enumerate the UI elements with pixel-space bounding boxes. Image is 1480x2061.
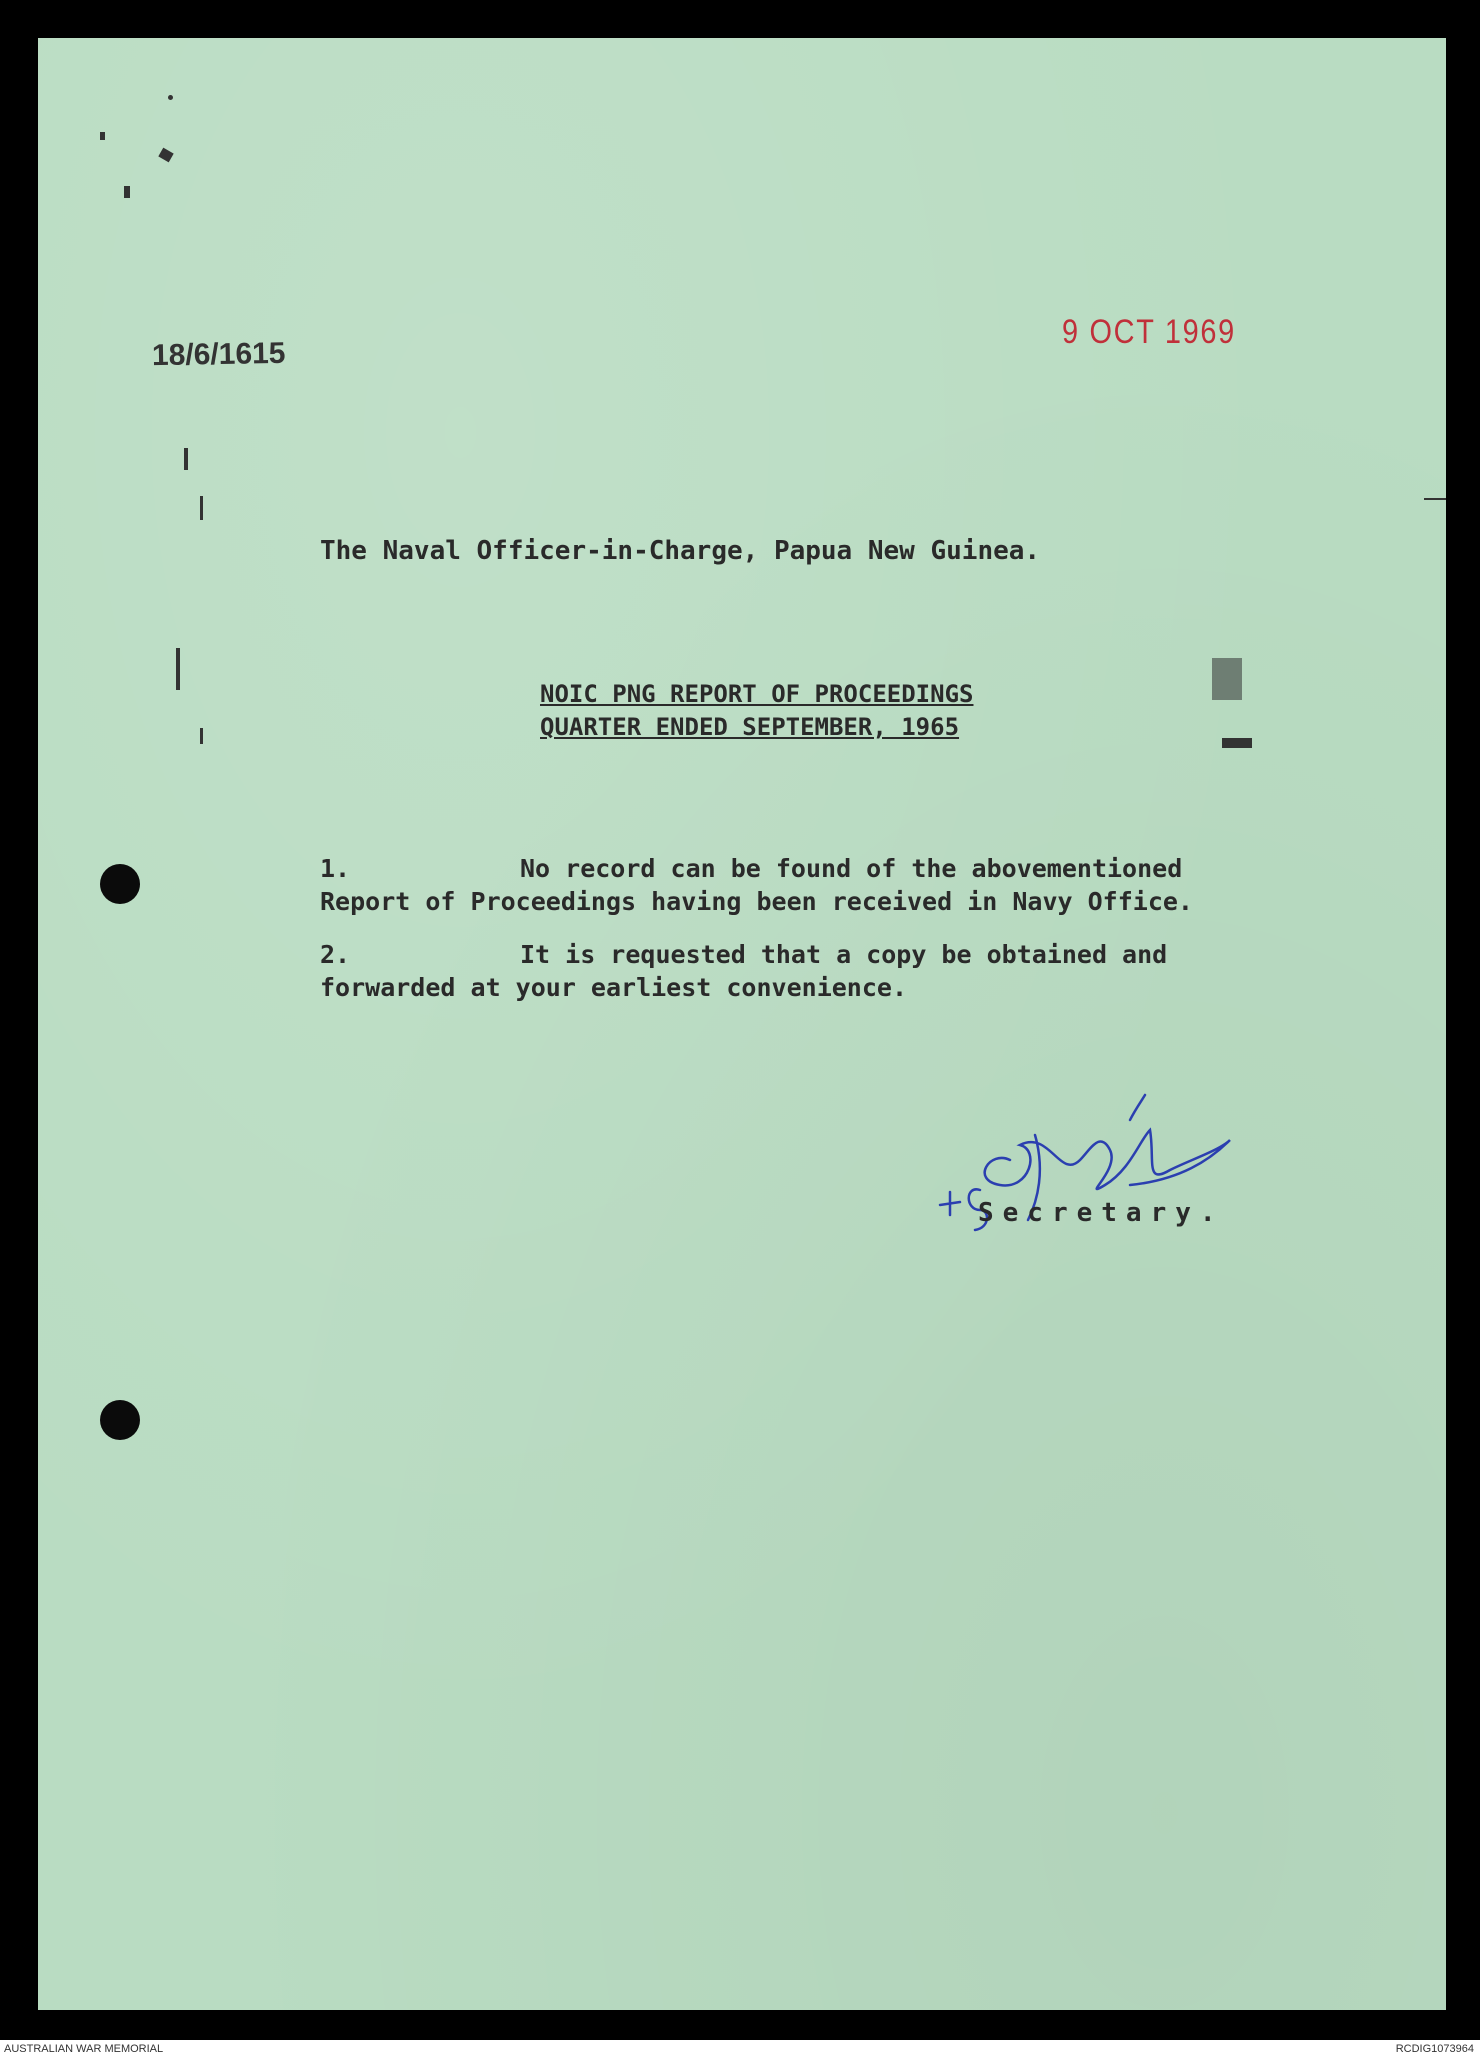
speck-mark <box>176 648 180 690</box>
footer-right-text: RCDIG1073964 <box>1395 2043 1474 2055</box>
speck-mark <box>200 496 203 520</box>
paragraph-2 <box>320 938 1167 1004</box>
speck-mark <box>184 448 188 470</box>
paragraph-continuation: Report of Proceedings having been received in Navy Office. <box>320 887 1193 916</box>
footer-left-text: AUSTRALIAN WAR MEMORIAL <box>4 2043 164 2055</box>
speck-mark <box>200 728 203 744</box>
paragraph-first-line: No record can be found of the abovementioned <box>520 854 1183 883</box>
punch-hole <box>100 1400 140 1440</box>
date-stamp: 9 OCT 1969 <box>1062 313 1236 351</box>
speck-mark <box>168 95 173 100</box>
speck-mark <box>124 186 130 198</box>
paragraph-first-line: It is requested that a copy be obtained and <box>520 940 1168 969</box>
subject-line-1: NOIC PNG REPORT OF PROCEEDINGS <box>540 680 974 708</box>
signature-title: Secretary. <box>978 1198 1225 1228</box>
speck-mark <box>1424 498 1446 500</box>
paragraph-number: 2. <box>320 940 351 969</box>
subject-line-2: QUARTER ENDED SEPTEMBER, 1965 <box>540 713 960 741</box>
speck-mark <box>1222 738 1252 748</box>
punch-hole <box>100 864 140 904</box>
speck-mark <box>1212 658 1242 700</box>
speck-mark <box>100 132 105 140</box>
paragraph-number: 1. <box>320 854 351 883</box>
paragraph-1 <box>320 852 1193 918</box>
file-reference-number: 18/6/1615 <box>151 336 286 373</box>
archive-footer <box>0 2040 1480 2061</box>
paragraph-continuation: forwarded at your earliest convenience. <box>320 973 907 1002</box>
addressee-line: The Naval Officer-in-Charge, Papua New Guinea. <box>320 536 1041 566</box>
